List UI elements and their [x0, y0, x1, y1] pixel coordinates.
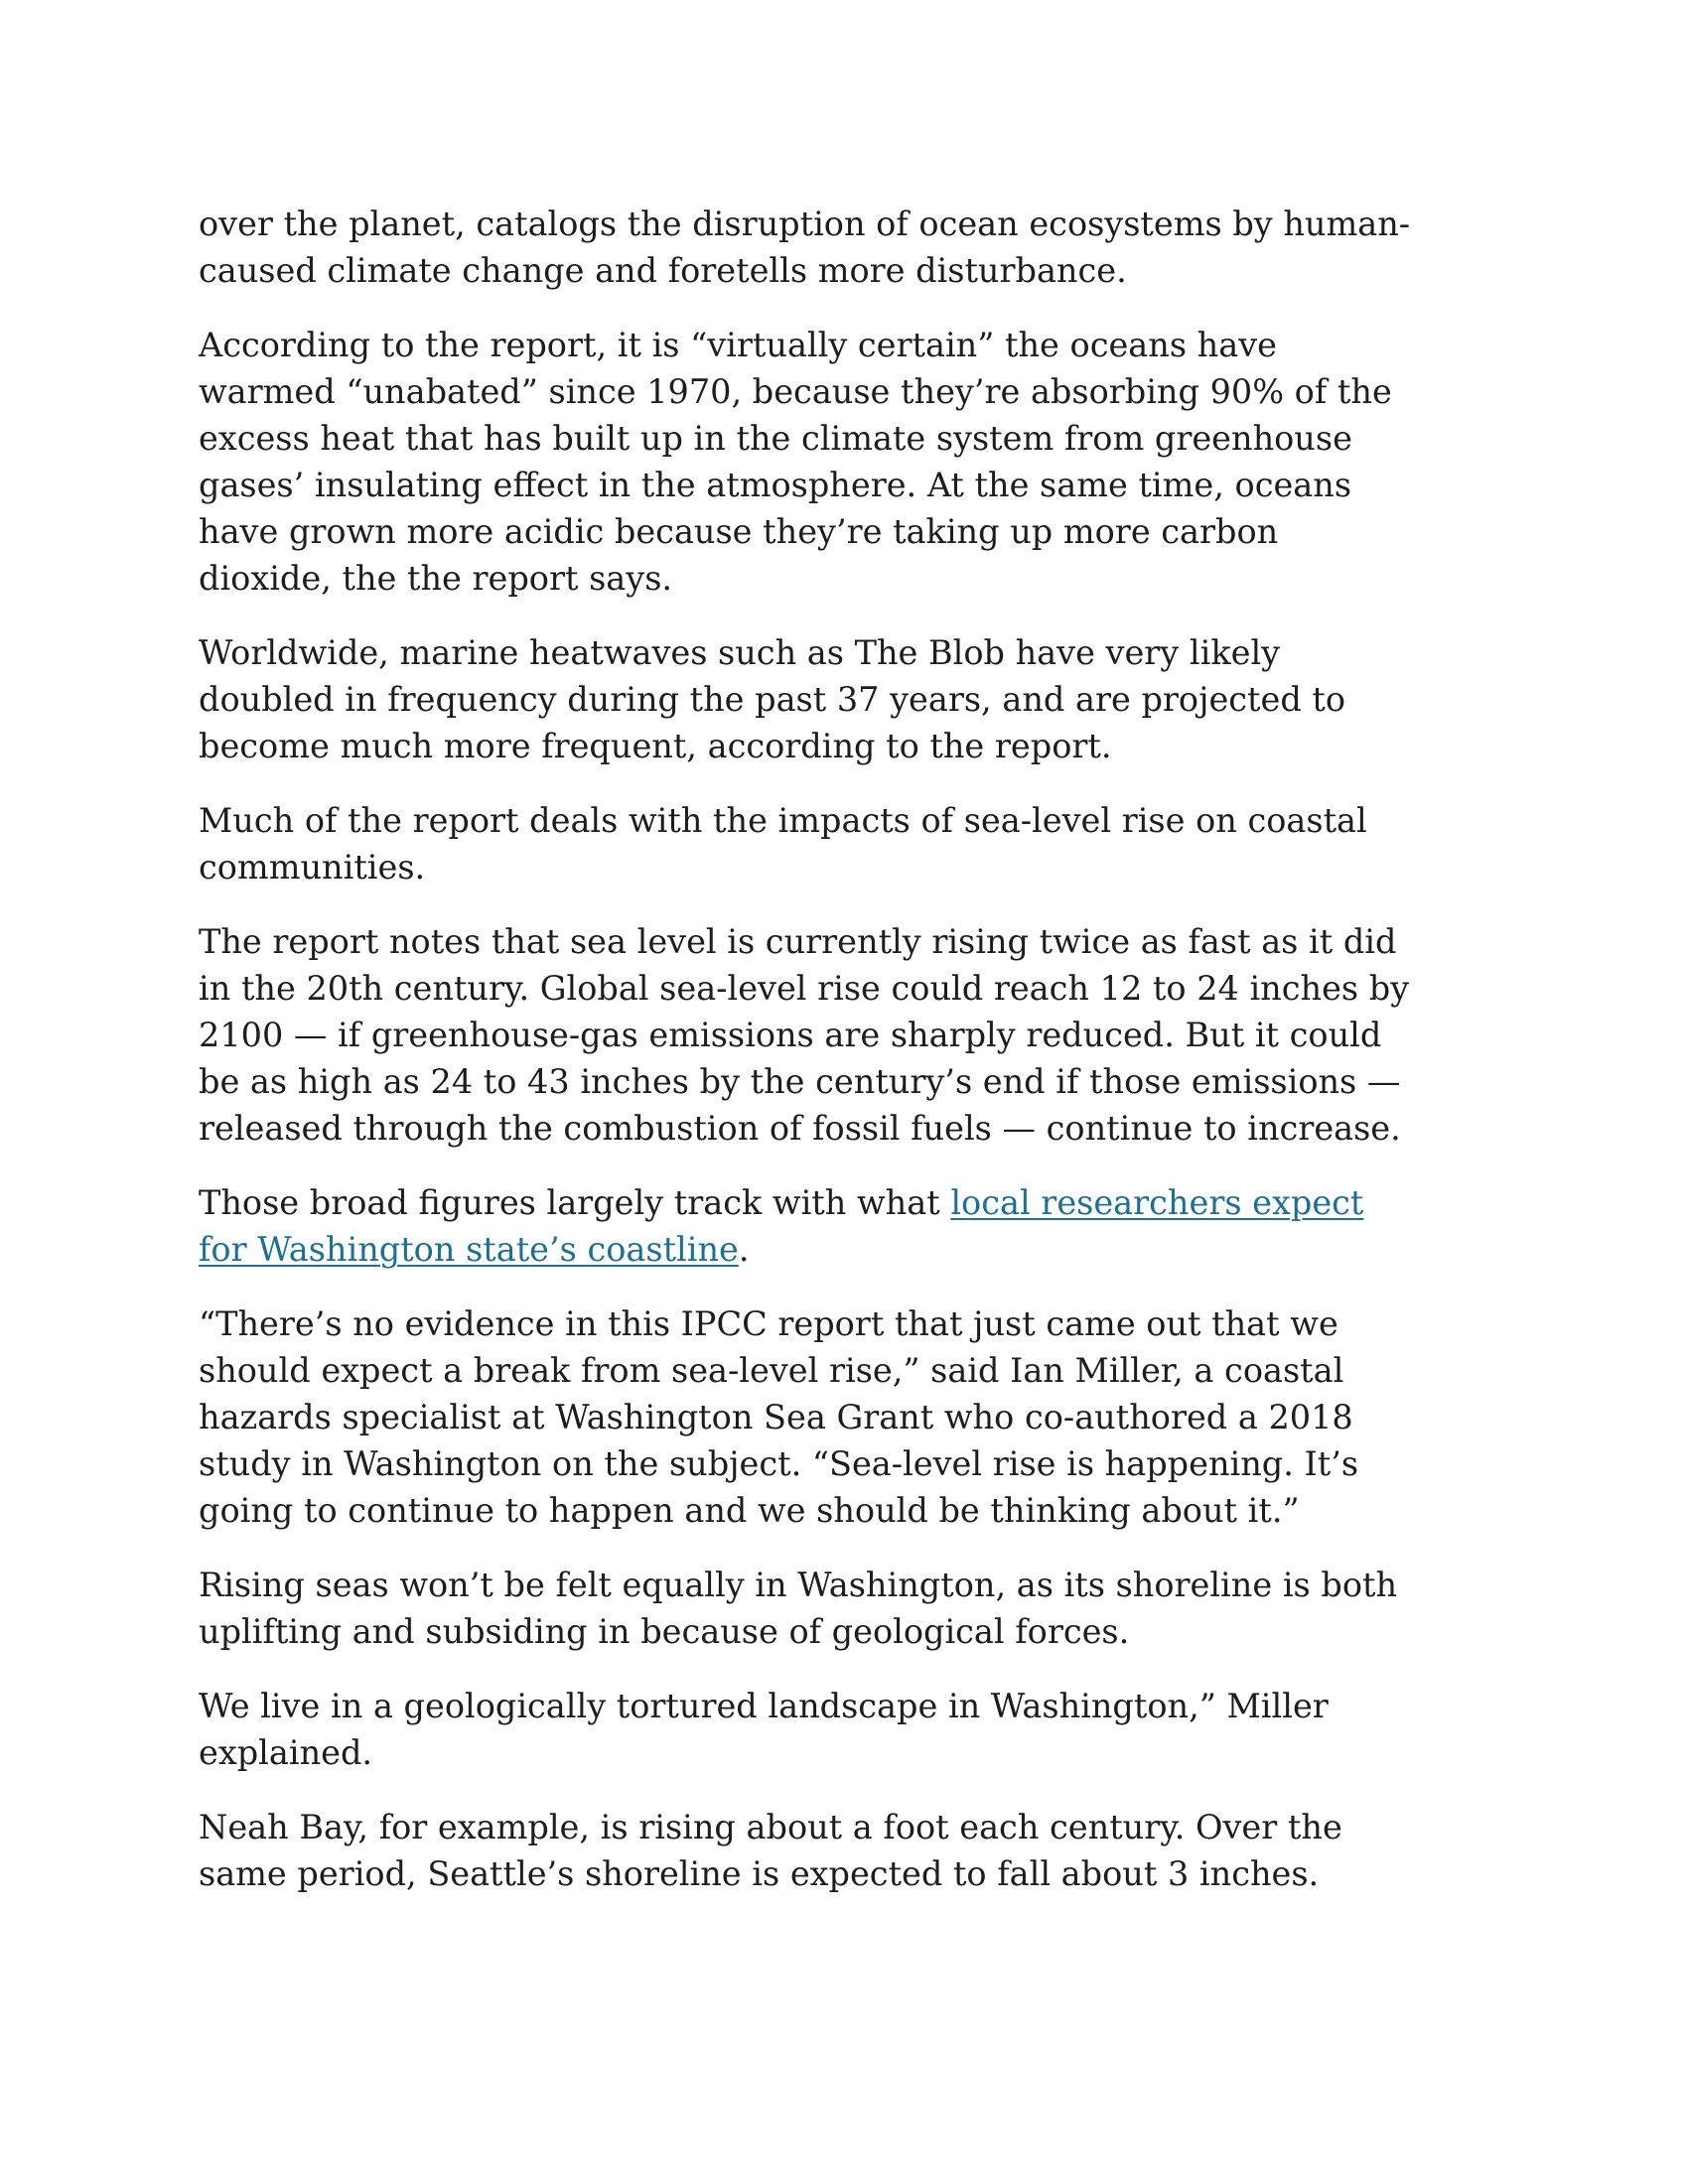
paragraph-marine-heatwaves: Worldwide, marine heatwaves such as The Blob have very likely doubled in frequency during the past 37 years, and are projected to become much more frequent, according to the report. — [199, 633, 1346, 765]
paragraph-tortured-landscape: We live in a geologically tortured landscape in Washington,” Miller explained. — [199, 1687, 1329, 1772]
paragraph-ocean-ecosystems: over the planet, catalogs the disruption of ocean ecosystems by human-caused climate change and foretells more disturbance. — [199, 205, 1411, 290]
paragraph-neah-bay: Neah Bay, for example, is rising about a foot each century. Over the same period, Seattle’s shoreline is expected to fall about 3 inches. — [199, 1808, 1342, 1893]
paragraph-uneven-rise: Rising seas won’t be felt equally in Washington, as its shoreline is both uplifting and subsiding in because of geological forces. — [199, 1566, 1398, 1651]
paragraph-text-before-link: Those broad figures largely track with what — [199, 1183, 951, 1222]
paragraph-ocean-warming: According to the report, it is “virtually certain” the oceans have warmed “unabated” since 1970, because they’re absorbing 90% of the excess heat that has built up in the climate system from greenhouse gases’ insulating effect in the atmosphere. At the same time, oceans have grown more acidic because they’re taking up more carbon dioxide, the the report says. — [199, 326, 1392, 598]
paragraph-text-after-link: . — [738, 1230, 750, 1269]
local-researchers-link[interactable]: local researchers expect for Washington state’s coastline — [199, 1183, 1364, 1269]
paragraph-sea-level-projections: The report notes that sea level is currently rising twice as fast as it did in the 20th century. Global sea-level rise could reach 12 to 24 inches by 2100 — if greenhouse-gas emissions are sharply reduced. But it could be as high as 24 to 43 inches by the century’s end if those emissions — released through the combustion of fossil fuels — continue to increase. — [199, 922, 1410, 1148]
paragraph-sea-level-impacts: Much of the report deals with the impacts of sea-level rise on coastal communities. — [199, 801, 1367, 887]
article-body — [199, 201, 1420, 1925]
paragraph-local-researchers — [199, 1179, 1420, 1273]
paragraph-miller-quote: “There’s no evidence in this IPCC report that just came out that we should expect a break from sea-level rise,” said Ian Miller, a coastal hazards specialist at Washington Sea Grant who co-authored a 2018 study in Washington on the subject. “Sea-level rise is happening. It’s going to continue to happen and we should be thinking about it.” — [199, 1304, 1359, 1530]
